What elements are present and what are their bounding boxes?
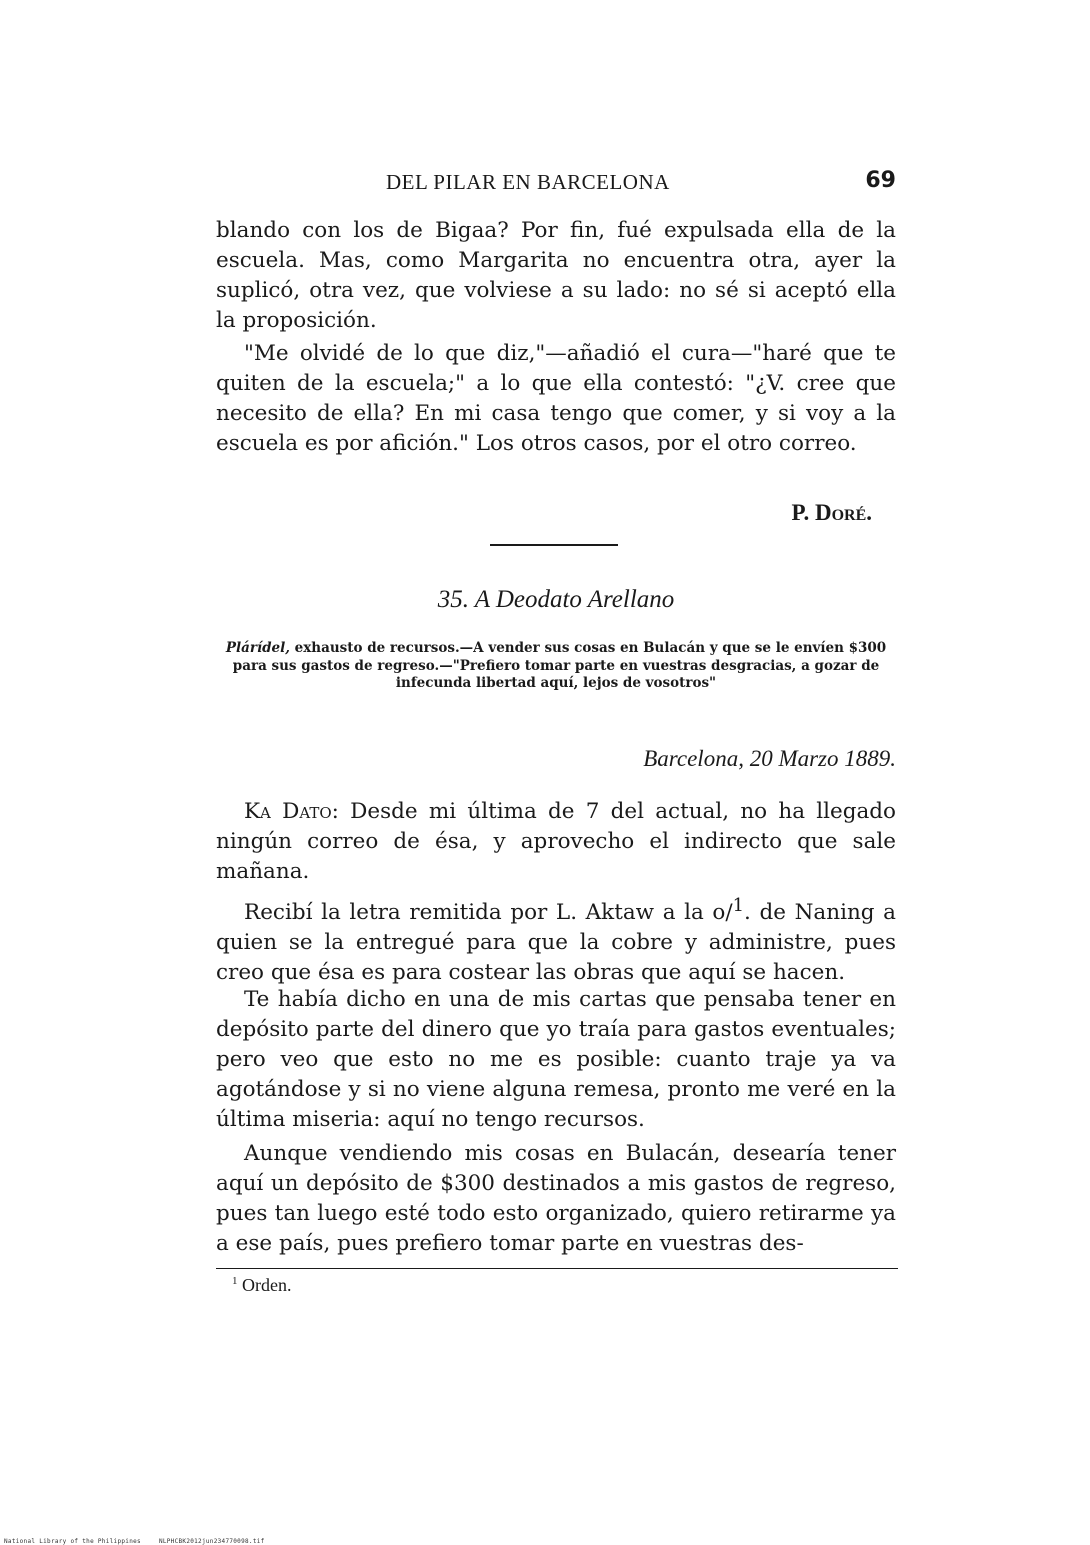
footnote-marker: 1 xyxy=(232,1275,238,1287)
running-head xyxy=(216,168,896,200)
scanner-watermark xyxy=(4,1538,283,1545)
footnote-reference: 1 xyxy=(732,895,745,916)
summary-text: exhausto de recursos.—A vender sus cosas en Bulacán y que se le envíen $300 para sus gastos de regreso.—"Prefiero tomar parte en vuestras desgracias, a gozar de infecunda libertad aquí, lejos de vosotros" xyxy=(232,640,887,691)
scanner-library: National Library of the Philippines xyxy=(4,1538,141,1545)
continued-paragraph: blando con los de Bigaa? Por fin, fué expulsada ella de la escuela. Mas, como Margarita no encuentra otra, ayer la suplicó, otra vez, que volviese a su lado: no sé si aceptó ella la proposición. xyxy=(216,218,896,333)
footnote-text: Orden. xyxy=(237,1275,292,1295)
letter-title: 35. A Deodato Arellano xyxy=(437,586,675,613)
dateline: Barcelona, 20 Marzo 1889. xyxy=(643,746,896,771)
salutation: Ka Dato: xyxy=(244,799,339,824)
footnote xyxy=(232,1275,291,1296)
signature xyxy=(792,500,873,526)
letter-paragraph-2-a: Recibí la letra remitida por L. Aktaw a la o/ xyxy=(244,900,733,926)
summary-lead: Plárídel, xyxy=(225,640,290,656)
letter-paragraph-1 xyxy=(216,797,896,887)
letter-paragraph-4: Aunque vendiendo mis cosas en Bulacán, desearía tener aquí un depósito de $300 destinados a mis gastos de regreso, pues tan luego esté todo esto organizado, quiero retirarme ya a ese país, pues prefiero tomar parte en vuestras des- xyxy=(216,1141,896,1256)
letter-paragraph-3: Te había dicho en una de mis cartas que pensaba tener en depósito parte del dinero que yo traía para gastos eventuales; pero veo que esto no me es posible: cuanto traje ya va agotándose y si no viene alguna remesa, pronto me veré en la última miseria: aquí no tengo recursos. xyxy=(216,987,896,1132)
letter-summary xyxy=(216,640,896,693)
letter-paragraph-2-b: . de Naning a quien se la entregué para que la cobre y administre, pues creo que ésa es para costear las obras que aquí se hacen. xyxy=(216,900,896,986)
section-divider xyxy=(490,544,618,546)
letter-paragraph-1-text: Desde mi última de 7 del actual, no ha llegado ningún correo de ésa, y aprovecho el indirecto que sale mañana. xyxy=(216,799,896,884)
footnote-rule xyxy=(216,1268,898,1269)
scanner-file-id: NLPHCBK2012jun234770098.tif xyxy=(158,1538,265,1545)
signature-name: Doré. xyxy=(814,500,872,525)
quoted-paragraph: "Me olvidé de lo que diz,"—añadió el cura—"haré que te quiten de la escuela;" a lo que ella contestó: "¿V. cree que necesito de ella? En mi casa tengo que comer, y si voy a la escuela es por afición." Los otros casos, por el otro correo. xyxy=(216,341,896,456)
page-number: 69 xyxy=(865,168,896,193)
letter-paragraph-2 xyxy=(216,891,896,988)
running-title: DEL PILAR EN BARCELONA xyxy=(386,170,670,194)
signature-initial: P. xyxy=(791,500,815,525)
